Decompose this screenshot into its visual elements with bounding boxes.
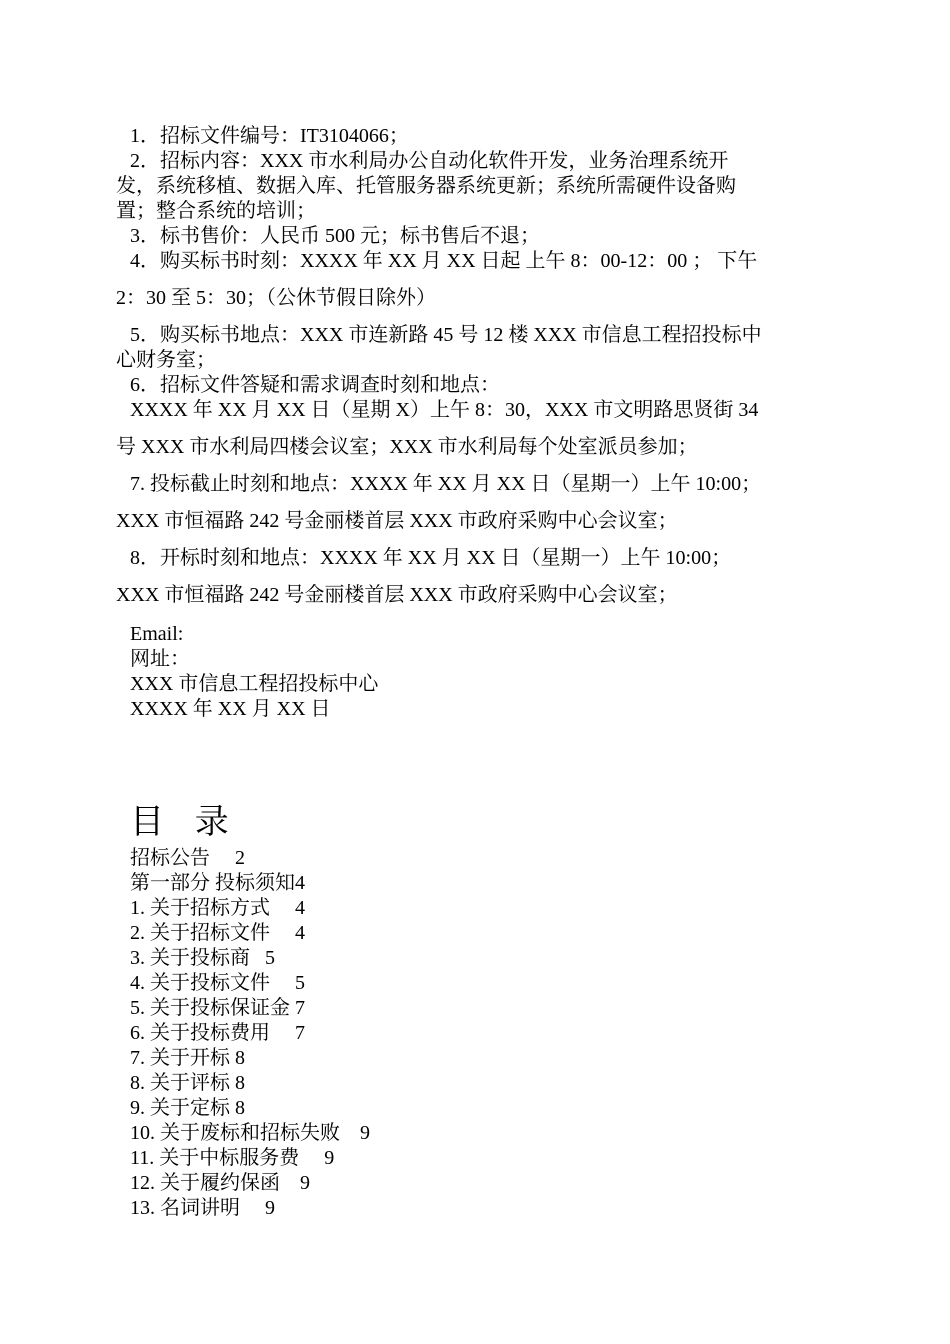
table-of-contents <box>130 846 370 1221</box>
toc-entry[interactable]: 3. 关于投标商 5 <box>130 947 275 969</box>
notice-item-4-line-2: 2：30 至 5：30；（公休节假日除外） <box>116 287 436 309</box>
notice-item-6-line-1: 6．招标文件答疑和需求调查时刻和地点： <box>130 374 500 396</box>
notice-item-7-line-1: 7. 投标截止时刻和地点：XXXX 年 XX 月 XX 日（星期一）上午 10:00； <box>130 473 762 495</box>
toc-entry[interactable]: 第一部分 投标须知4 <box>130 872 305 894</box>
toc-entry[interactable]: 招标公告 2 <box>130 847 245 869</box>
toc-entry[interactable]: 13. 名词讲明 9 <box>130 1197 275 1219</box>
toc-entry[interactable]: 2. 关于招标文件 4 <box>130 922 305 944</box>
notice-item-5-line-2: 心财务室； <box>116 349 216 371</box>
notice-item-3: 3．标书售价：人民币 500 元；标书售后不退； <box>130 225 540 247</box>
toc-entry[interactable]: 6. 关于投标费用 7 <box>130 1022 305 1044</box>
notice-item-2-line-1: 2．招标内容：XXX 市水利局办公自动化软件开发，业务治理系统开 <box>130 150 729 172</box>
website-label: 网址： <box>130 648 190 670</box>
toc-entry[interactable]: 10. 关于废标和招标失败 9 <box>130 1122 370 1144</box>
notice-item-8-line-1: 8．开标时刻和地点：XXXX 年 XX 月 XX 日（星期一）上午 10:00； <box>130 547 732 569</box>
notice-item-7-line-2: XXX 市恒福路 242 号金丽楼首层 XXX 市政府采购中心会议室； <box>116 510 678 532</box>
email-label: Email: <box>130 623 184 645</box>
notice-date: XXXX 年 XX 月 XX 日 <box>130 698 331 720</box>
toc-entry[interactable]: 9. 关于定标 8 <box>130 1097 245 1119</box>
toc-entry[interactable]: 7. 关于开标 8 <box>130 1047 245 1069</box>
toc-entry[interactable]: 4. 关于投标文件 5 <box>130 972 305 994</box>
notice-item-8-line-2: XXX 市恒福路 242 号金丽楼首层 XXX 市政府采购中心会议室； <box>116 584 678 606</box>
toc-title: 目 录 <box>130 802 239 842</box>
notice-item-2-line-2: 发，系统移植、数据入库、托管服务器系统更新；系统所需硬件设备购 <box>116 175 736 197</box>
toc-entry[interactable]: 12. 关于履约保函 9 <box>130 1172 310 1194</box>
organization-name: XXX 市信息工程招投标中心 <box>130 673 379 695</box>
notice-item-2-line-3: 置；整合系统的培训； <box>116 200 316 222</box>
toc-entry[interactable]: 5. 关于投标保证金 7 <box>130 997 305 1019</box>
notice-item-6-line-3: 号 XXX 市水利局四楼会议室；XXX 市水利局每个处室派员参加； <box>116 436 698 458</box>
notice-item-5-line-1: 5．购买标书地点：XXX 市连新路 45 号 12 楼 XXX 市信息工程招投标中 <box>130 324 762 346</box>
toc-entry[interactable]: 1. 关于招标方式 4 <box>130 897 305 919</box>
toc-entry[interactable]: 8. 关于评标 8 <box>130 1072 245 1094</box>
toc-entry[interactable]: 11. 关于中标服务费 9 <box>130 1147 335 1169</box>
notice-item-1: 1．招标文件编号：IT3104066； <box>130 125 409 147</box>
notice-item-4-line-1: 4．购买标书时刻：XXXX 年 XX 月 XX 日起 上午 8：00-12：00 ； 下午 <box>130 250 758 272</box>
notice-item-6-line-2: XXXX 年 XX 月 XX 日（星期 X）上午 8：30，XXX 市文明路思贤街 34 <box>130 399 759 421</box>
